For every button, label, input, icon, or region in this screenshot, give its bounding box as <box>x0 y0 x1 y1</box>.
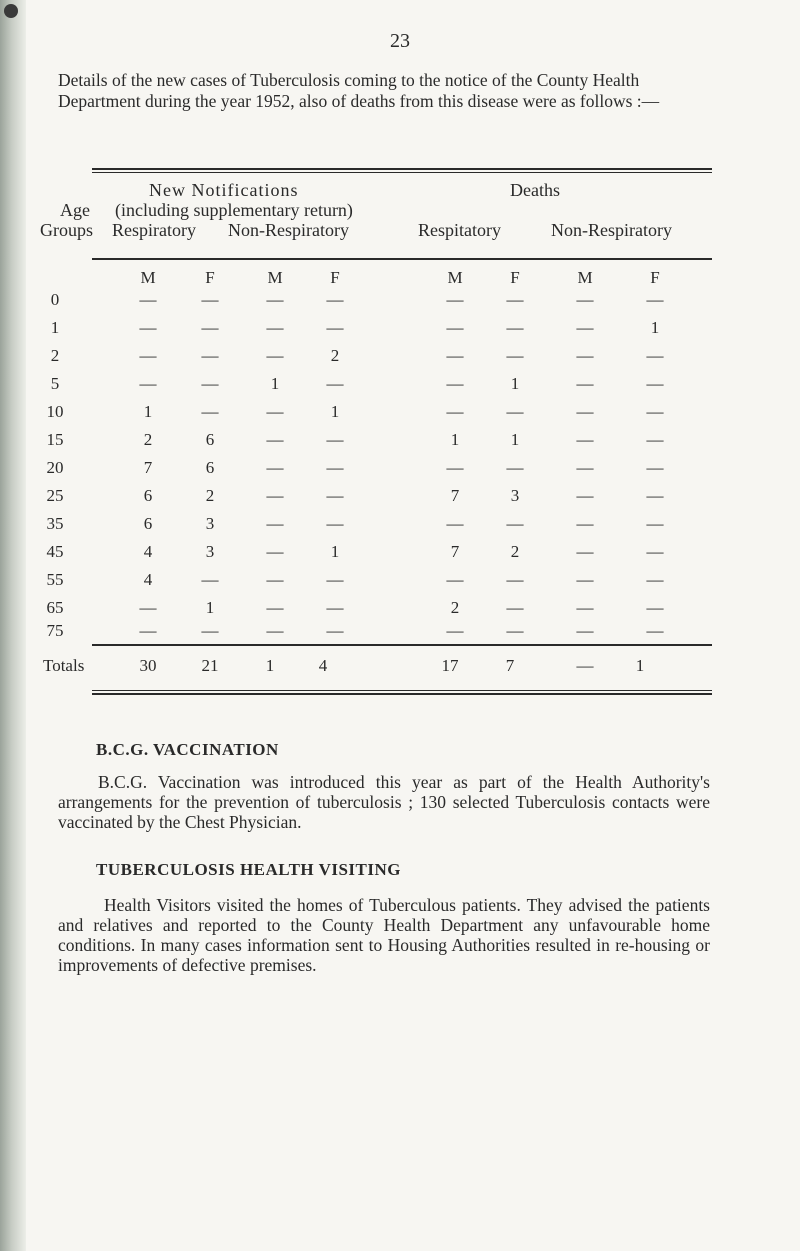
value-cell: — <box>646 290 664 309</box>
value-cell: 4 <box>143 542 153 561</box>
header-deaths-respiratory: Respitatory <box>418 220 501 240</box>
value-cell: — <box>646 374 664 393</box>
value-cell: — <box>446 374 464 393</box>
sex-header: M <box>447 268 463 287</box>
value-cell: — <box>266 621 284 640</box>
value-cell: 1 <box>205 598 215 617</box>
value-cell: 2 <box>143 430 153 449</box>
sex-header: M <box>577 268 593 287</box>
value-cell: — <box>266 346 284 365</box>
value-cell: 7 <box>450 542 460 561</box>
age-group-cell: 1 <box>50 318 60 337</box>
bcg-text: B.C.G. Vaccination was introduced this year as part of the Health Authority's arrangements for the prevention of tuberculosis ; 130 selected Tuberculosis contacts were vaccinated by the Chest Physician. <box>58 772 710 832</box>
sex-header: M <box>267 268 283 287</box>
header-deaths-non-respiratory: Non-Respiratory <box>551 220 672 240</box>
value-cell: — <box>326 318 344 337</box>
value-cell: 6 <box>205 430 215 449</box>
value-cell: — <box>266 514 284 533</box>
value-cell: — <box>506 318 524 337</box>
value-cell: 3 <box>205 542 215 561</box>
table-top-rule <box>92 168 712 170</box>
value-cell: — <box>446 402 464 421</box>
value-cell: — <box>576 542 594 561</box>
value-cell: — <box>576 346 594 365</box>
value-cell: — <box>326 290 344 309</box>
age-group-cell: 15 <box>46 430 64 449</box>
age-group-cell: 65 <box>46 598 64 617</box>
value-cell: — <box>266 486 284 505</box>
value-cell: 1 <box>650 318 660 337</box>
value-cell: 7 <box>450 486 460 505</box>
age-group-cell: 55 <box>46 570 64 589</box>
value-cell: — <box>326 598 344 617</box>
value-cell: — <box>446 458 464 477</box>
value-cell: — <box>506 346 524 365</box>
value-cell: — <box>326 570 344 589</box>
value-cell: — <box>201 402 219 421</box>
value-cell: — <box>446 318 464 337</box>
value-cell: — <box>139 621 157 640</box>
page-number: 23 <box>390 30 410 52</box>
value-cell: — <box>201 374 219 393</box>
value-cell: — <box>446 570 464 589</box>
value-cell: 2 <box>510 542 520 561</box>
bcg-heading: B.C.G. VACCINATION <box>96 740 279 759</box>
value-cell: — <box>646 346 664 365</box>
visiting-text: Health Visitors visited the homes of Tuberculous patients. They advised the patients and relatives and reported to the County Health Department any unfavourable home conditions. In many cases information sent to Housing Authorities resulted in re-housing or improvements of defective premises. <box>58 895 710 975</box>
punch-hole-mark <box>4 4 18 18</box>
total-cell: 21 <box>201 656 219 675</box>
header-deaths: Deaths <box>510 180 560 200</box>
age-group-cell: 35 <box>46 514 64 533</box>
value-cell: — <box>139 598 157 617</box>
header-groups: Groups <box>40 220 93 240</box>
value-cell: — <box>646 514 664 533</box>
value-cell: 6 <box>143 486 153 505</box>
value-cell: — <box>326 514 344 533</box>
value-cell: — <box>646 402 664 421</box>
value-cell: — <box>646 598 664 617</box>
age-group-cell: 2 <box>50 346 60 365</box>
value-cell: — <box>266 570 284 589</box>
value-cell: — <box>139 318 157 337</box>
value-cell: 7 <box>143 458 153 477</box>
total-cell: 1 <box>265 656 275 675</box>
header-new-notifications: New Notifications <box>149 180 299 200</box>
visiting-paragraph <box>58 895 710 975</box>
value-cell: — <box>201 570 219 589</box>
value-cell: — <box>446 346 464 365</box>
age-group-cell: 25 <box>46 486 64 505</box>
value-cell: — <box>576 458 594 477</box>
value-cell: — <box>506 514 524 533</box>
age-group-cell: 5 <box>50 374 60 393</box>
total-cell: — <box>576 656 594 675</box>
header-age: Age <box>60 200 90 220</box>
table-bottom-rule-thick <box>92 693 712 695</box>
value-cell: 1 <box>330 402 340 421</box>
value-cell: — <box>446 290 464 309</box>
value-cell: — <box>446 514 464 533</box>
value-cell: — <box>266 598 284 617</box>
value-cell: — <box>576 374 594 393</box>
header-respiratory: Respiratory <box>112 220 196 240</box>
totals-top-rule <box>92 644 712 646</box>
value-cell: — <box>576 430 594 449</box>
value-cell: 2 <box>205 486 215 505</box>
value-cell: — <box>266 542 284 561</box>
sex-header: F <box>650 268 660 287</box>
header-bottom-rule <box>92 258 712 260</box>
value-cell: — <box>646 486 664 505</box>
total-cell: 1 <box>635 656 645 675</box>
value-cell: — <box>201 346 219 365</box>
value-cell: — <box>326 458 344 477</box>
total-cell: 30 <box>139 656 157 675</box>
age-group-cell: 10 <box>46 402 64 421</box>
header-non-respiratory: Non-Respiratory <box>228 220 349 240</box>
value-cell: — <box>576 318 594 337</box>
value-cell: — <box>506 290 524 309</box>
value-cell: — <box>646 458 664 477</box>
value-cell: — <box>576 621 594 640</box>
totals-label: Totals <box>43 656 85 675</box>
value-cell: 1 <box>143 402 153 421</box>
value-cell: 2 <box>330 346 340 365</box>
value-cell: — <box>646 542 664 561</box>
value-cell: — <box>506 598 524 617</box>
value-cell: 1 <box>450 430 460 449</box>
visiting-heading: TUBERCULOSIS HEALTH VISITING <box>96 860 402 879</box>
value-cell: — <box>646 430 664 449</box>
value-cell: — <box>446 621 464 640</box>
value-cell: 6 <box>143 514 153 533</box>
value-cell: — <box>506 402 524 421</box>
total-cell: 4 <box>318 656 328 675</box>
value-cell: — <box>326 486 344 505</box>
value-cell: 4 <box>143 570 153 589</box>
table-bottom-rule <box>92 690 712 691</box>
value-cell: — <box>326 374 344 393</box>
sex-header: F <box>330 268 340 287</box>
age-group-cell: 20 <box>46 458 64 477</box>
value-cell: — <box>576 486 594 505</box>
value-cell: 1 <box>510 430 520 449</box>
value-cell: — <box>506 570 524 589</box>
value-cell: — <box>201 621 219 640</box>
value-cell: — <box>139 290 157 309</box>
value-cell: — <box>201 290 219 309</box>
value-cell: 1 <box>330 542 340 561</box>
value-cell: 6 <box>205 458 215 477</box>
sex-header: F <box>205 268 215 287</box>
total-cell: 7 <box>505 656 515 675</box>
value-cell: 3 <box>510 486 520 505</box>
value-cell: — <box>326 430 344 449</box>
total-cell: 17 <box>441 656 459 675</box>
value-cell: — <box>266 402 284 421</box>
age-group-cell: 0 <box>50 290 60 309</box>
value-cell: — <box>646 621 664 640</box>
value-cell: — <box>576 598 594 617</box>
value-cell: — <box>576 402 594 421</box>
value-cell: — <box>139 374 157 393</box>
sex-header: M <box>140 268 156 287</box>
value-cell: — <box>506 458 524 477</box>
age-group-cell: 75 <box>46 621 64 640</box>
header-supplementary: (including supplementary return) <box>115 200 353 220</box>
value-cell: — <box>266 430 284 449</box>
value-cell: — <box>646 570 664 589</box>
page-binding-edge <box>0 0 26 1251</box>
bcg-paragraph <box>58 772 710 832</box>
intro-paragraph: Details of the new cases of Tuberculosis coming to the notice of the County Health Department during the year 1952, also of deaths from this disease were as follows :— <box>58 70 660 111</box>
value-cell: 1 <box>270 374 280 393</box>
value-cell: — <box>201 318 219 337</box>
value-cell: — <box>576 290 594 309</box>
sex-header: F <box>510 268 520 287</box>
value-cell: — <box>139 346 157 365</box>
value-cell: — <box>266 458 284 477</box>
value-cell: — <box>506 621 524 640</box>
value-cell: — <box>266 290 284 309</box>
value-cell: — <box>576 514 594 533</box>
value-cell: 2 <box>450 598 460 617</box>
value-cell: — <box>326 621 344 640</box>
table-top-rule-thin <box>92 172 712 173</box>
value-cell: — <box>576 570 594 589</box>
value-cell: 1 <box>510 374 520 393</box>
value-cell: — <box>266 318 284 337</box>
age-group-cell: 45 <box>46 542 64 561</box>
value-cell: 3 <box>205 514 215 533</box>
